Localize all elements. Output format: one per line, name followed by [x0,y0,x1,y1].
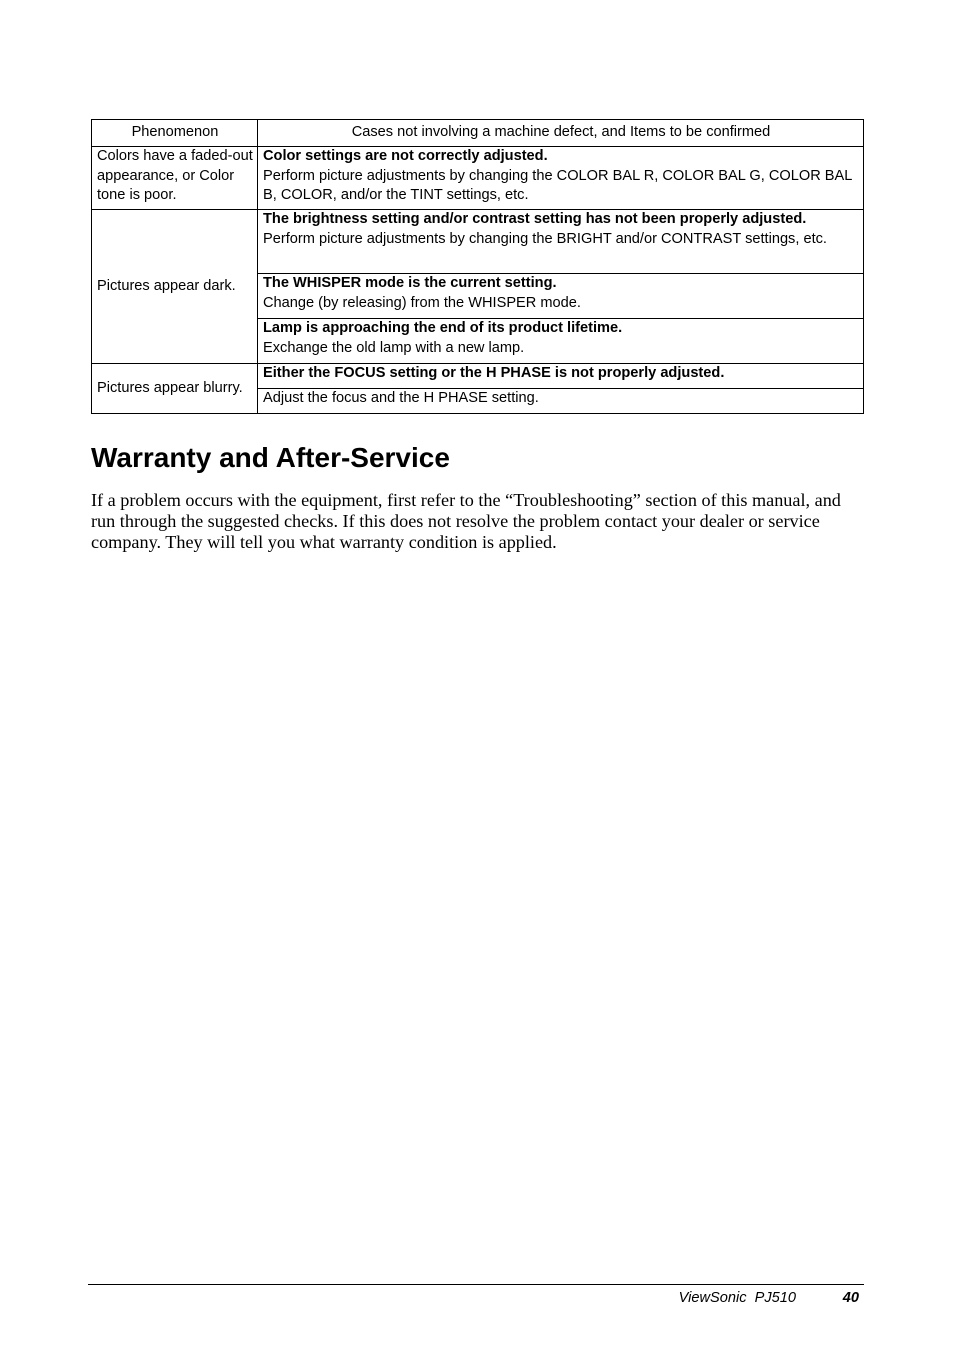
phenomenon-cell: Pictures appear dark. [92,210,258,364]
section-body: If a problem occurs with the equipment, first refer to the “Troubleshooting” section of this manual, and run through the suggested checks. If this does not resolve the problem contact your dealer or service company. They will tell you what warranty condition is applied. [91,490,841,552]
phenomenon-cell: Colors have a faded-out appearance, or Color tone is poor. [92,147,258,210]
case-cell [258,389,864,414]
case-title: Color settings are not correctly adjusted. [263,148,548,164]
section-heading: Warranty and After-Service [91,442,450,473]
case-text: Perform picture adjustments by changing the BRIGHT and/or CONTRAST settings, etc. [263,230,827,247]
case-title: The WHISPER mode is the current setting. [263,275,557,291]
case-cell [258,210,864,274]
footer-rule [88,1284,864,1285]
case-text: Change (by releasing) from the WHISPER mode. [263,294,581,311]
page-number: 40 [842,1290,859,1306]
case-text: Adjust the focus and the H PHASE setting. [263,390,539,406]
case-title: The brightness setting and/or contrast setting has not been properly adjusted. [263,211,807,227]
table-header-row [92,120,864,147]
case-title: Either the FOCUS setting or the H PHASE is not properly adjusted. [263,365,725,381]
table-row [92,364,864,389]
case-text: Exchange the old lamp with a new lamp. [263,339,525,356]
table-row [92,147,864,210]
header-phenomenon: Phenomenon [92,120,258,147]
case-cell [258,274,864,319]
table-row [92,210,864,274]
footer-brand: ViewSonic PJ510 [678,1290,796,1306]
troubleshooting-table [91,119,864,414]
case-title: Lamp is approaching the end of its product lifetime. [263,320,623,336]
case-cell [258,364,864,389]
header-cases: Cases not involving a machine defect, and Items to be confirmed [258,120,864,147]
case-text: Perform picture adjustments by changing the COLOR BAL R, COLOR BAL G, COLOR BAL B, COLOR, and/or the TINT settings, etc. [263,167,852,203]
phenomenon-cell: Pictures appear blurry. [92,364,258,414]
case-cell [258,147,864,210]
case-cell [258,319,864,364]
